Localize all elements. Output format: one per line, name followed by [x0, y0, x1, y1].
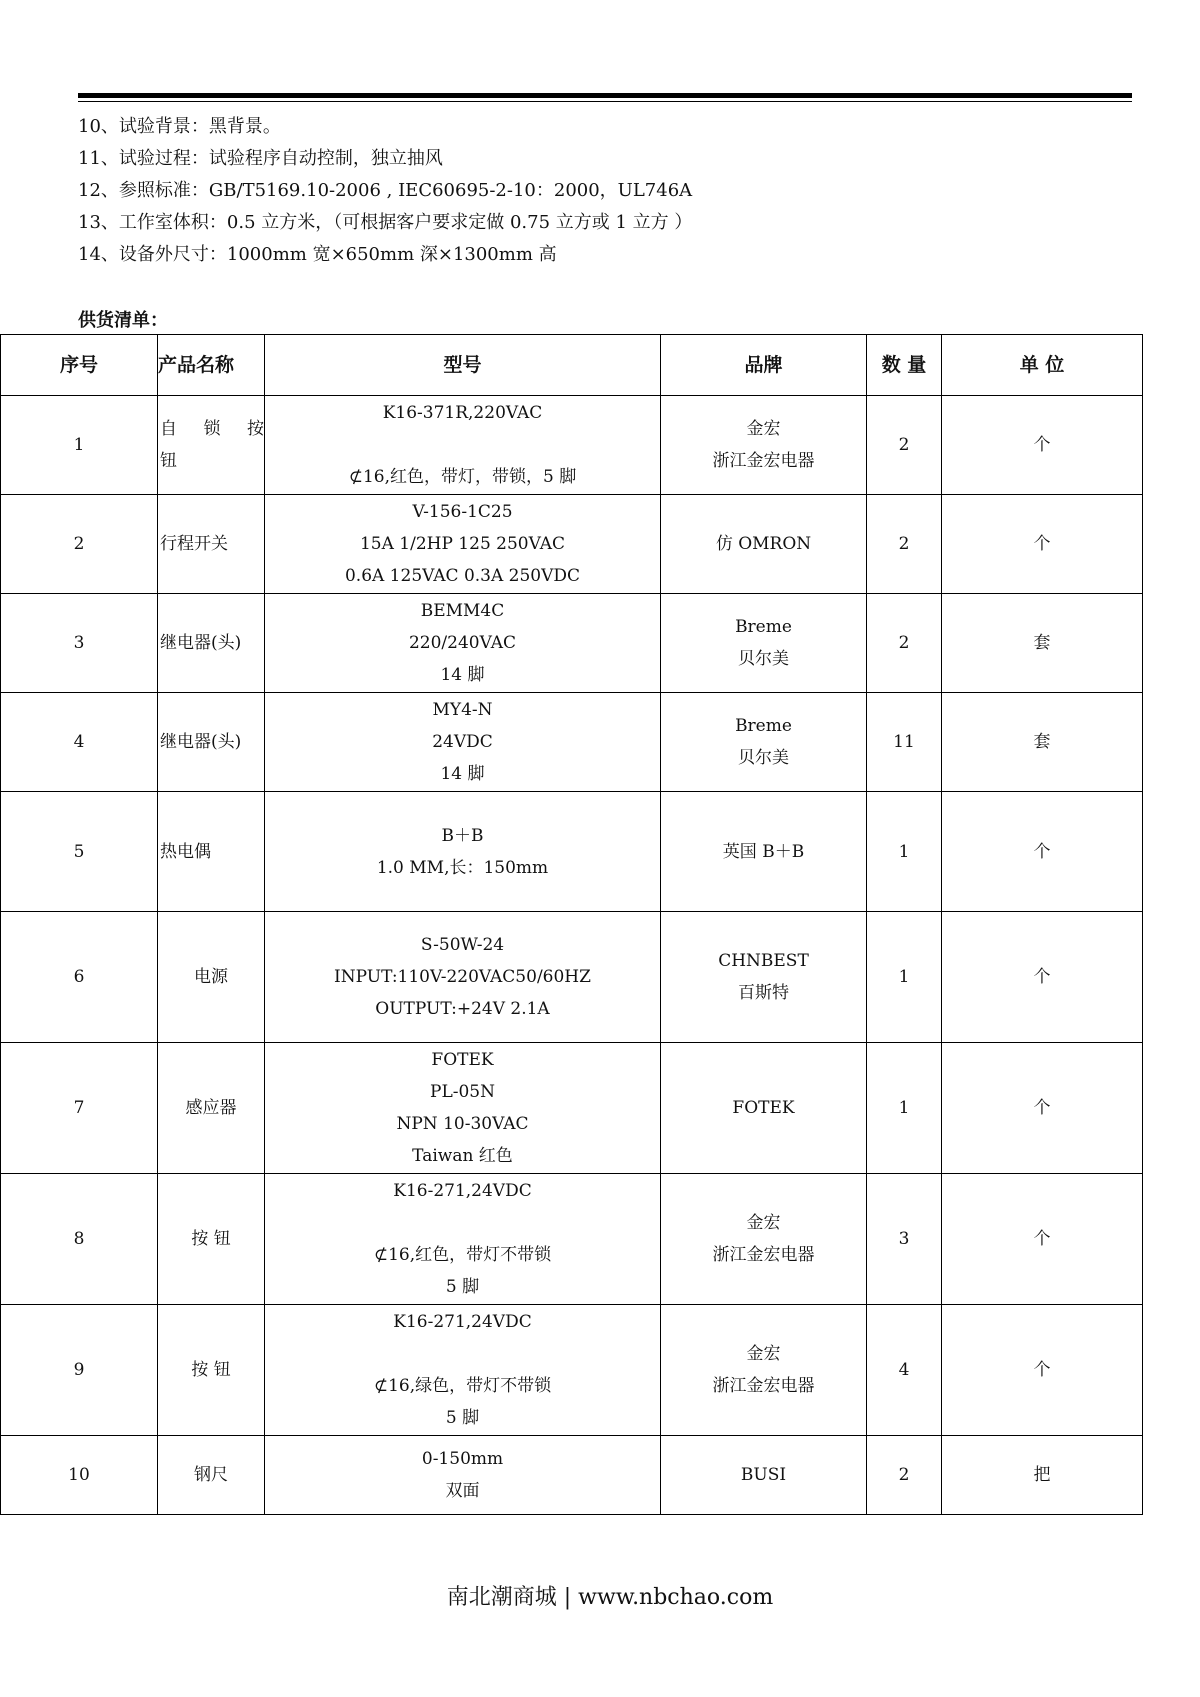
cell-name — [158, 792, 265, 912]
cell-qty: 2 — [867, 594, 942, 693]
brand-line: 浙江金宏电器 — [712, 1245, 815, 1265]
name-line: 按 钮 — [191, 1360, 231, 1380]
table-row — [1, 495, 1143, 594]
header-unit: 单 位 — [942, 335, 1143, 396]
table-body — [1, 396, 1143, 1515]
spec-item: 13、工作室体积：0.5 立方米，（可根据客户要求定做 0.75 立方或 1 立方 ） — [78, 212, 693, 233]
model-line: 双面 — [445, 1481, 480, 1501]
model-line: K16-271,24VDC — [393, 1312, 532, 1332]
cell-model — [265, 1436, 661, 1515]
cell-qty: 3 — [867, 1174, 942, 1305]
model-line: BEMM4C — [420, 601, 505, 621]
model-line: 5 脚 — [445, 1408, 480, 1428]
cell-model — [265, 594, 661, 693]
cell-qty: 2 — [867, 1436, 942, 1515]
name-line: 钮 — [160, 451, 177, 471]
brand-line: 贝尔美 — [738, 649, 789, 669]
cell-no: 6 — [1, 912, 158, 1043]
cell-qty: 1 — [867, 792, 942, 912]
table-row — [1, 1436, 1143, 1515]
model-line: K16-271,24VDC — [393, 1181, 532, 1201]
table-row — [1, 1043, 1143, 1174]
name-line: 继电器(头) — [160, 732, 242, 752]
cell-unit: 个 — [942, 396, 1143, 495]
model-line: S-50W-24 — [420, 935, 505, 955]
cell-qty: 1 — [867, 912, 942, 1043]
cell-model — [265, 1174, 661, 1305]
brand-line: Breme — [735, 716, 792, 736]
model-line — [265, 1338, 660, 1370]
model-line: B＋B — [441, 825, 484, 846]
cell-model — [265, 1305, 661, 1436]
cell-unit: 个 — [942, 1305, 1143, 1436]
cell-name — [158, 1174, 265, 1305]
model-line: V-156-1C25 — [412, 502, 513, 522]
cell-qty: 11 — [867, 693, 942, 792]
spec-item: 10、试验背景：黑背景。 — [78, 116, 281, 137]
header-model: 型号 — [265, 335, 661, 396]
cell-name — [158, 1436, 265, 1515]
cell-brand — [661, 792, 867, 912]
section-title: 供货清单： — [78, 310, 168, 331]
model-line: 24VDC — [432, 732, 493, 752]
model-line — [265, 429, 660, 461]
table-row — [1, 396, 1143, 495]
model-line: Taiwan 红色 — [412, 1146, 513, 1166]
model-line: K16-371R,220VAC — [382, 403, 543, 423]
spec-item: 11、试验过程：试验程序自动控制，独立抽风 — [78, 148, 443, 169]
cell-qty: 2 — [867, 396, 942, 495]
cell-brand — [661, 693, 867, 792]
brand-line: 英国 B＋B — [722, 841, 805, 862]
spec-item: 12、参照标准：GB/T5169.10-2006 , IEC60695-2-10：2000，UL746A — [78, 180, 693, 201]
header-no: 序号 — [1, 335, 158, 396]
cell-name — [158, 594, 265, 693]
model-line: 14 脚 — [440, 764, 485, 784]
table-row — [1, 1174, 1143, 1305]
cell-model — [265, 792, 661, 912]
cell-no: 8 — [1, 1174, 158, 1305]
table-row — [1, 912, 1143, 1043]
name-line: 自 锁 按 — [160, 419, 264, 439]
cell-brand — [661, 495, 867, 594]
brand-line: Breme — [735, 617, 792, 637]
cell-name — [158, 396, 265, 495]
cell-name — [158, 495, 265, 594]
cell-no: 10 — [1, 1436, 158, 1515]
cell-unit: 把 — [942, 1436, 1143, 1515]
cell-unit: 套 — [942, 693, 1143, 792]
header-rule-thick — [78, 93, 1132, 98]
cell-qty: 2 — [867, 495, 942, 594]
cell-name — [158, 1043, 265, 1174]
cell-no: 1 — [1, 396, 158, 495]
name-line: 电源 — [194, 967, 228, 987]
cell-brand — [661, 1305, 867, 1436]
name-line: 行程开关 — [160, 534, 228, 554]
footer-text: 南北潮商城 | www.nbchao.com — [446, 1585, 774, 1610]
cell-name — [158, 1305, 265, 1436]
table-row — [1, 594, 1143, 693]
model-line: NPN 10-30VAC — [396, 1114, 529, 1134]
header-brand: 品牌 — [661, 335, 867, 396]
model-line: 0-150mm — [421, 1449, 504, 1469]
cell-model — [265, 693, 661, 792]
name-line: 继电器(头) — [160, 633, 242, 653]
cell-brand — [661, 594, 867, 693]
table-header-row — [1, 335, 1143, 396]
brand-line: 浙江金宏电器 — [712, 1376, 815, 1396]
model-line: 14 脚 — [440, 665, 485, 685]
model-line: MY4-N — [432, 700, 493, 720]
name-line: 感应器 — [185, 1098, 237, 1118]
spec-item: 14、设备外尺寸：1000mm 宽×650mm 深×1300mm 高 — [78, 244, 557, 265]
model-line: 1.0 MM,长：150mm — [376, 857, 549, 878]
model-line: 15A 1/2HP 125 250VAC — [359, 534, 566, 554]
table-row — [1, 792, 1143, 912]
model-line: 0.6A 125VAC 0.3A 250VDC — [344, 566, 581, 586]
brand-line: 金宏 — [746, 419, 781, 439]
brand-line: 浙江金宏电器 — [712, 451, 815, 471]
brand-line: 仿 OMRON — [715, 534, 812, 554]
model-line: ⊄16,红色，带灯不带锁 — [373, 1245, 552, 1265]
model-line: ⊄16,绿色，带灯不带锁 — [373, 1376, 552, 1396]
header-name: 产品名称 — [158, 335, 265, 396]
model-line: 220/240VAC — [408, 633, 517, 653]
cell-unit: 个 — [942, 495, 1143, 594]
cell-qty: 1 — [867, 1043, 942, 1174]
brand-line: 百斯特 — [738, 983, 789, 1003]
spec-list — [78, 111, 692, 271]
cell-model — [265, 912, 661, 1043]
model-line: OUTPUT:+24V 2.1A — [375, 999, 550, 1019]
brand-line: FOTEK — [732, 1098, 795, 1118]
cell-qty: 4 — [867, 1305, 942, 1436]
brand-line: 金宏 — [746, 1344, 781, 1364]
header-rule-thin — [78, 101, 1132, 102]
cell-name — [158, 912, 265, 1043]
header-qty: 数 量 — [867, 335, 942, 396]
supply-list-table — [0, 334, 1143, 1515]
model-line: INPUT:110V-220VAC50/60HZ — [334, 967, 591, 987]
cell-model — [265, 396, 661, 495]
name-line: 钢尺 — [194, 1465, 228, 1485]
brand-line: 金宏 — [746, 1213, 781, 1233]
cell-brand — [661, 396, 867, 495]
cell-no: 3 — [1, 594, 158, 693]
model-line — [265, 1207, 660, 1239]
model-line: FOTEK — [431, 1050, 494, 1070]
cell-no: 2 — [1, 495, 158, 594]
model-line: PL-05N — [430, 1082, 495, 1102]
cell-no: 4 — [1, 693, 158, 792]
cell-model — [265, 495, 661, 594]
cell-brand — [661, 912, 867, 1043]
cell-unit: 个 — [942, 792, 1143, 912]
table-row — [1, 1305, 1143, 1436]
model-line: ⊄16,红色，带灯，带锁，5 脚 — [348, 467, 577, 487]
cell-brand — [661, 1174, 867, 1305]
cell-no: 9 — [1, 1305, 158, 1436]
table-row — [1, 693, 1143, 792]
cell-brand — [661, 1436, 867, 1515]
cell-name — [158, 693, 265, 792]
brand-line: BUSI — [740, 1465, 787, 1485]
cell-unit: 个 — [942, 1043, 1143, 1174]
name-line: 热电偶 — [160, 841, 211, 862]
brand-line: CHNBEST — [718, 951, 809, 971]
cell-unit: 个 — [942, 912, 1143, 1043]
cell-brand — [661, 1043, 867, 1174]
cell-no: 5 — [1, 792, 158, 912]
cell-unit: 套 — [942, 594, 1143, 693]
brand-line: 贝尔美 — [738, 748, 789, 768]
name-line: 按 钮 — [191, 1229, 231, 1249]
cell-model — [265, 1043, 661, 1174]
cell-no: 7 — [1, 1043, 158, 1174]
cell-unit: 个 — [942, 1174, 1143, 1305]
model-line: 5 脚 — [445, 1277, 480, 1297]
